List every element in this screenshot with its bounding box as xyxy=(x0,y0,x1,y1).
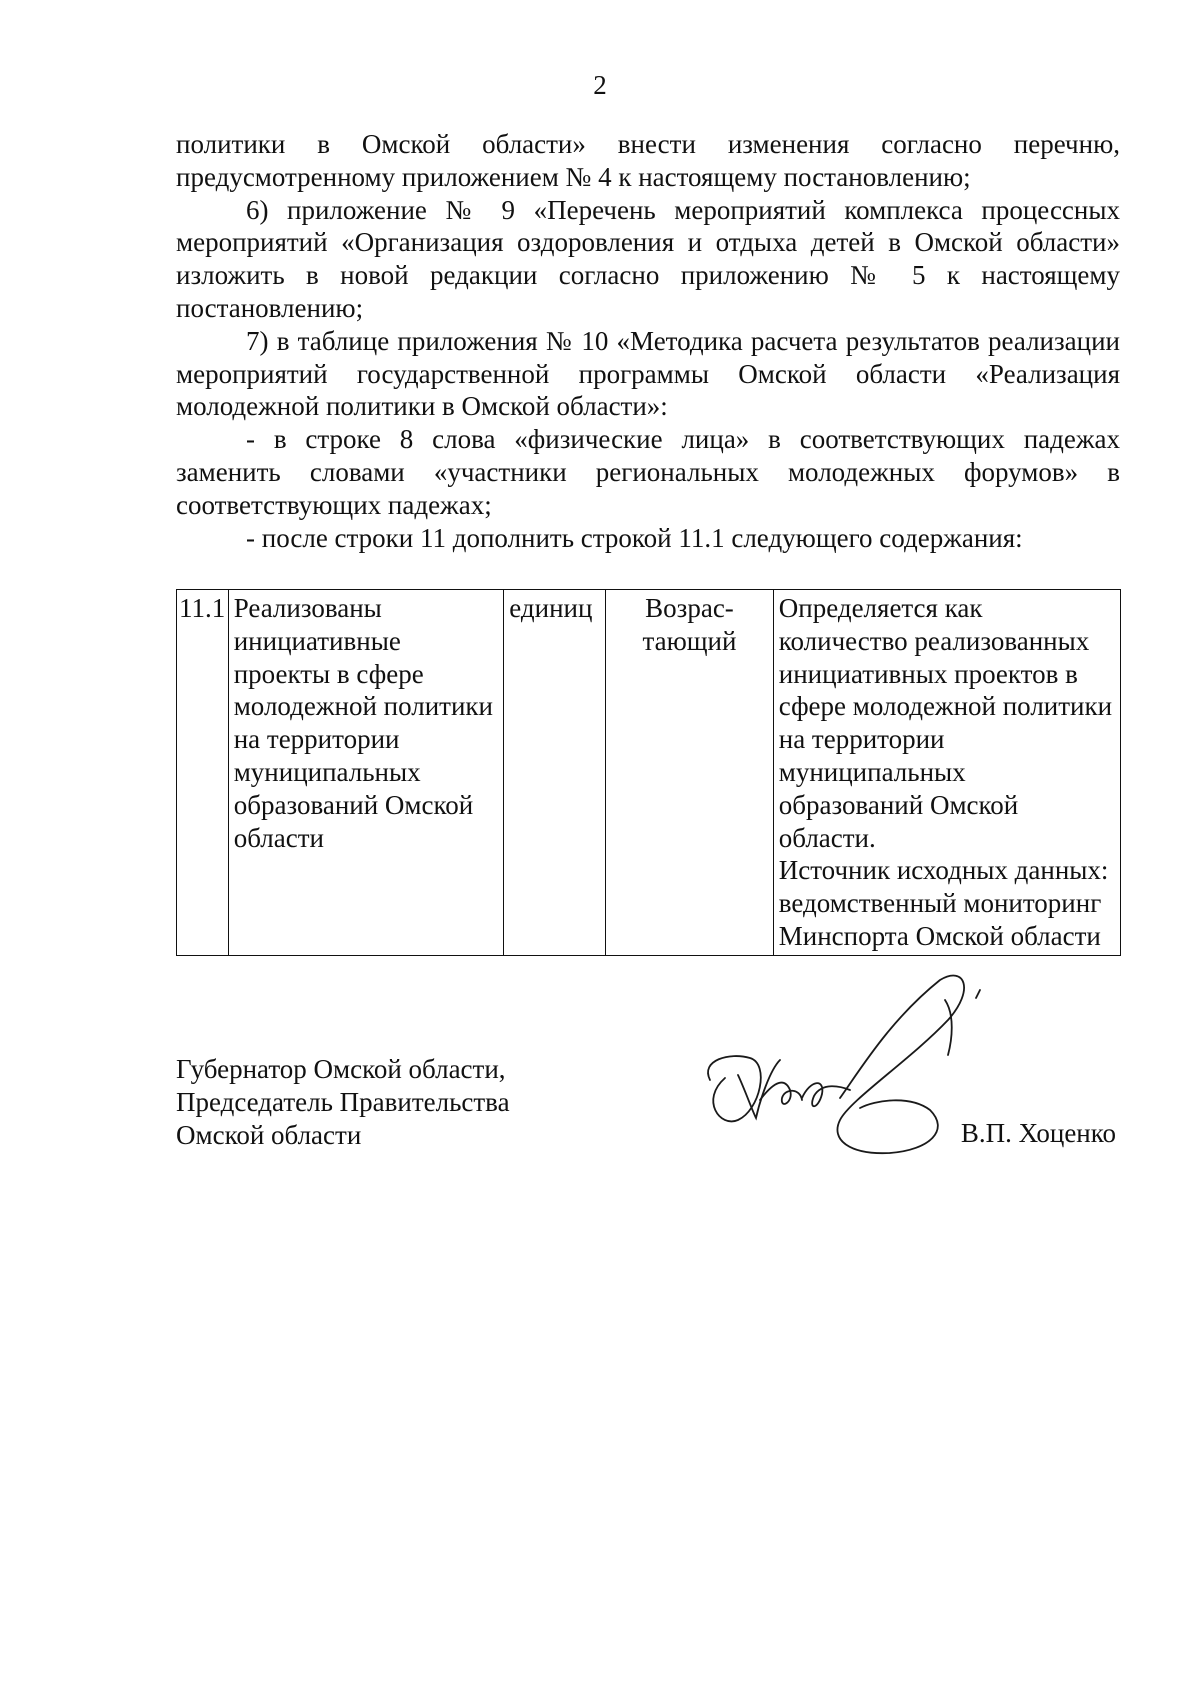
description-source: Источник исходных данных: ведомственный мониторинг Минспорта Омской области xyxy=(778,855,1109,951)
table-row xyxy=(177,590,1121,956)
paragraph-subitem-row-8: - в строке 8 слова «физические лица» в соответствующих падежах заменить словами «участники региональных молодежных форумов» в соответствующих падежах; xyxy=(176,424,1120,520)
description-method: Определяется как количество реализованных инициативных проектов в сфере молодежной политики на территории муниципальных образований Омской области. xyxy=(778,593,1113,853)
signatory-title-line: Омской области xyxy=(176,1119,362,1150)
cell-unit: единиц xyxy=(504,590,606,956)
cell-dynamics: Возрас-тающий xyxy=(606,590,774,956)
cell-indicator-name: Реализованы инициативные проекты в сфере молодежной политики на территории муниципальных образований Омской области xyxy=(228,590,504,956)
cell-row-number: 11.1 xyxy=(177,590,229,956)
paragraph-subitem-row-11-1: - после строки 11 дополнить строкой 11.1 следующего содержания: xyxy=(246,522,1023,553)
signatory-title-line: Председатель Правительства xyxy=(176,1086,510,1117)
indicator-table xyxy=(176,589,1121,956)
paragraph-item-7: 7) в таблице приложения № 10 «Методика расчета результатов реализации мероприятий государственной программы Омской области «Реализация молодежной политики в Омской области»: xyxy=(176,325,1120,422)
page-number: 2 xyxy=(593,70,607,100)
paragraph-continuation: политики в Омской области» внести изменения согласно перечню, предусмотренному приложением № 4 к настоящему постановлению; xyxy=(176,129,1120,192)
signatory-title xyxy=(176,1053,510,1151)
signatory-name: В.П. Хоценко xyxy=(960,1118,1116,1148)
document-body xyxy=(176,128,1120,554)
paragraph-item-6: 6) приложение № 9 «Перечень мероприятий комплекса процессных мероприятий «Организация оздоровления и отдыха детей в Омской области» изложить в новой редакции согласно приложению № 5 к настоящему постановлению; xyxy=(176,194,1120,323)
cell-description xyxy=(773,590,1120,956)
signatory-title-line: Губернатор Омской области, xyxy=(176,1054,506,1084)
